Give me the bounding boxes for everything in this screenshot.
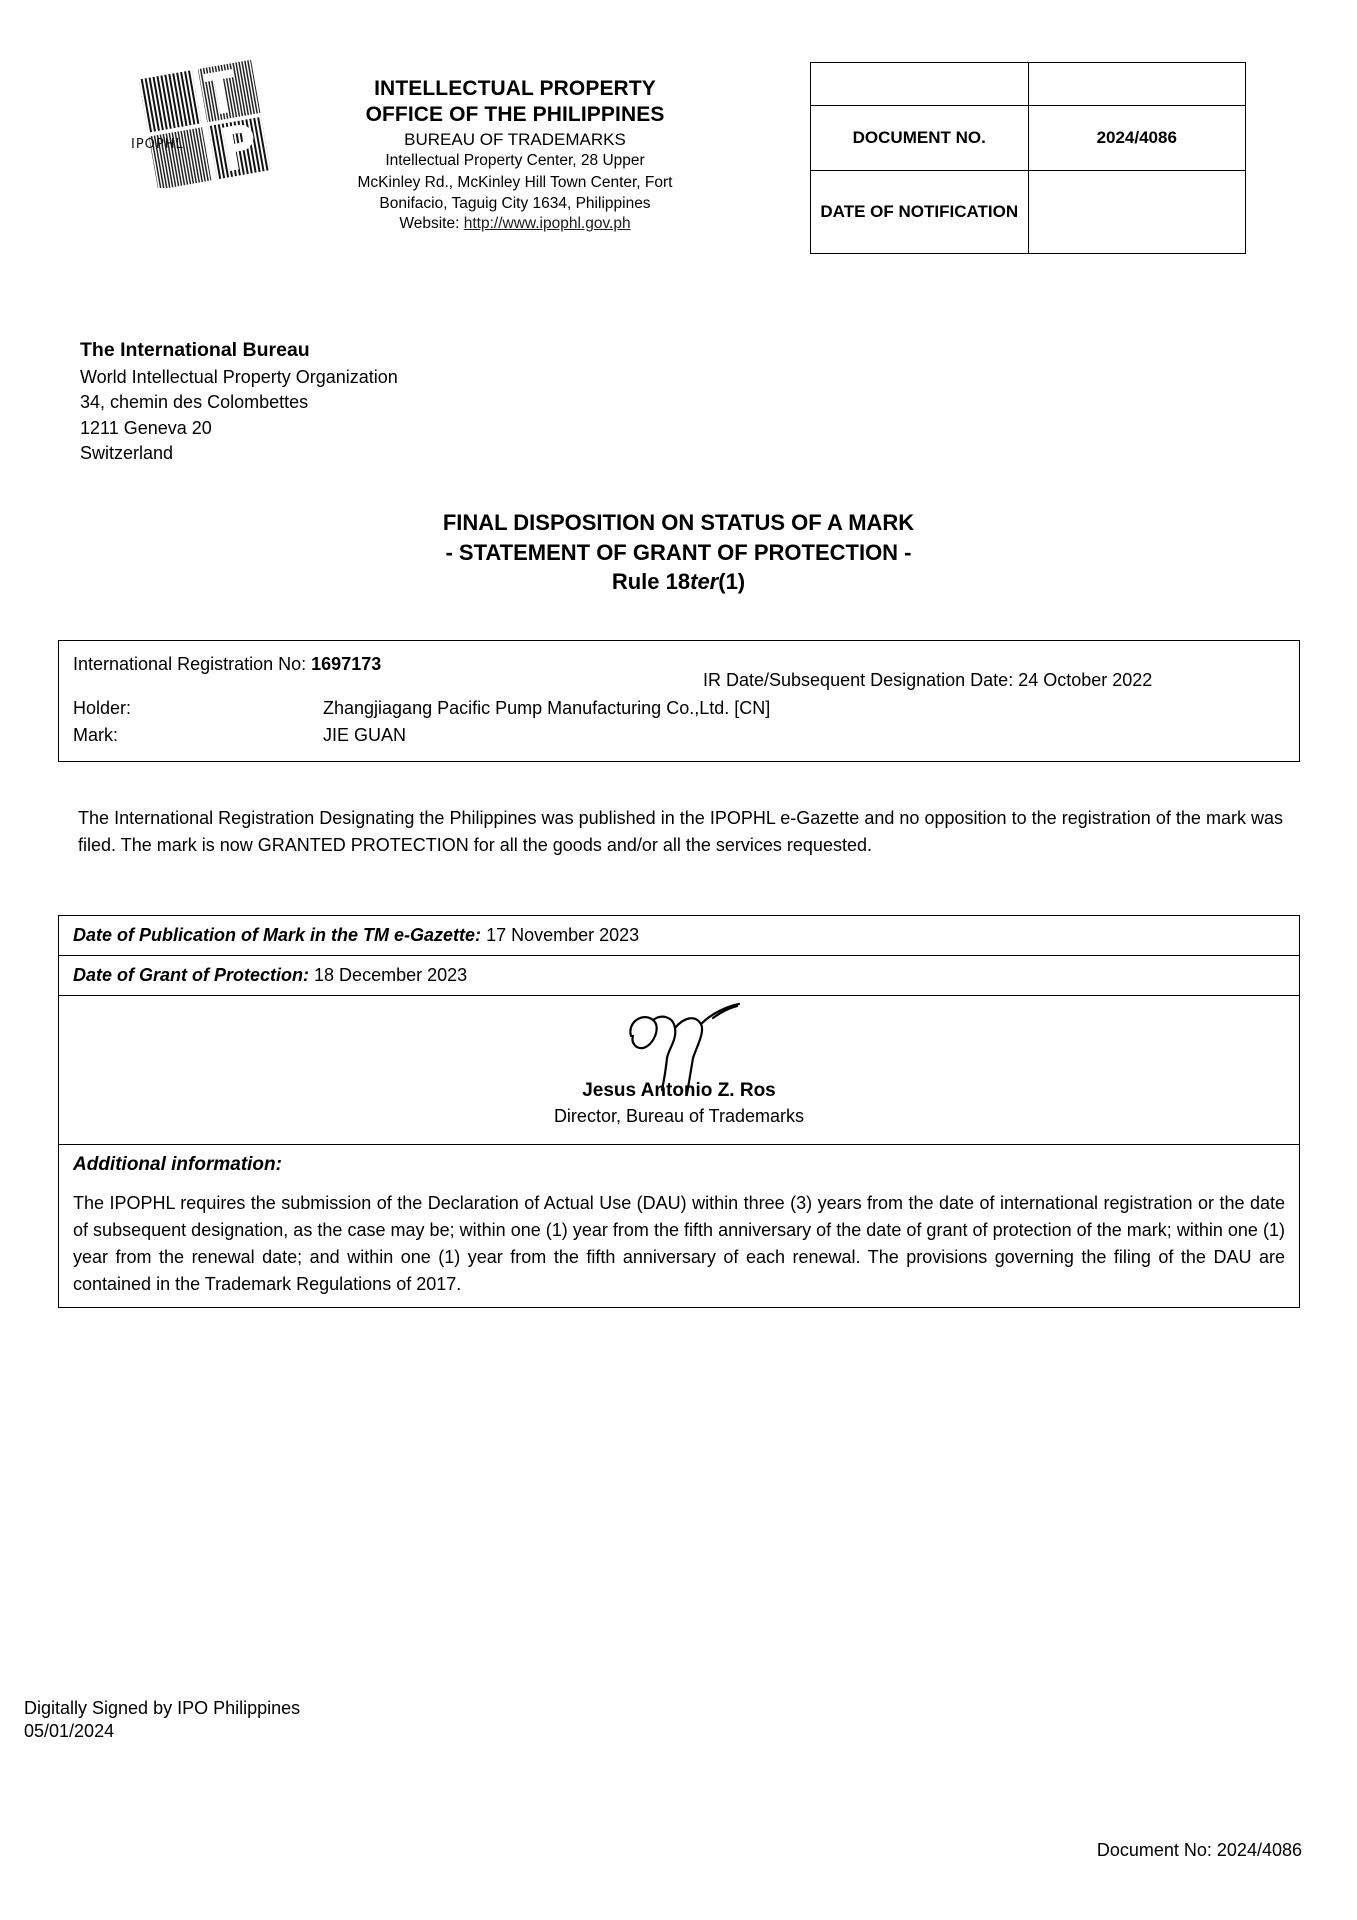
footer-document-number: Document No: 2024/4086 xyxy=(1096,1840,1302,1860)
ir-number-label: International Registration No: xyxy=(73,654,307,674)
bureau-name: BUREAU OF TRADEMARKS xyxy=(404,130,626,150)
addressee-street: 34, chemin des Colombettes xyxy=(80,392,309,413)
additional-information-body: The IPOPHL requires the submission of the Declaration of Actual Use (DAU) within three (3) years from the date of international registration or the date of subsequent designation, as the case may be; within one (1) year from the fifth anniversary of the date of grant of protection of the mark; within one (1) year from the renewal date; and within one (1) year from the fifth anniversary of each renewal. The provisions governing the filing of the DAU are contained in the Trademark Regulations of 2017. xyxy=(73,1193,1285,1294)
address-line-3: Bonifacio, Taguig City 1634, Philippines xyxy=(379,194,651,212)
addressee-city: 1211 Geneva 20 xyxy=(80,417,212,438)
addressee-name: The International Bureau xyxy=(80,339,310,361)
signatory-role: Director, Bureau of Trademarks xyxy=(553,1106,805,1126)
document-no-label: DOCUMENT NO. xyxy=(811,106,1029,171)
additional-information-cell xyxy=(59,1145,1300,1308)
grant-date-value: 18 December 2023 xyxy=(314,965,468,985)
mark-row xyxy=(73,722,1285,749)
publication-date-cell xyxy=(59,916,1300,956)
docno-table-empty-left xyxy=(811,63,1029,106)
grant-date-row xyxy=(59,956,1300,996)
title-rule-line xyxy=(0,567,1357,597)
addressee-org: World Intellectual Property Organization xyxy=(80,366,398,387)
office-name-line1: INTELLECTUAL PROPERTY xyxy=(374,77,656,100)
rule-prefix: Rule 18 xyxy=(611,569,691,595)
rule-italic: ter xyxy=(690,569,719,595)
date-of-notification-label: DATE OF NOTIFICATION xyxy=(811,171,1029,254)
docno-table-empty-right xyxy=(1028,63,1246,106)
ir-date-value: 24 October 2022 xyxy=(1018,670,1153,690)
ir-date-label: IR Date/Subsequent Designation Date: xyxy=(703,670,1014,690)
date-of-notification-value xyxy=(1028,171,1246,254)
body-paragraph: The International Registration Designating the Philippines was published in the IPOPHL e-Gazette and no opposition to the registration of the mark was filed. The mark is now GRANTED PROTECTION for all the goods and/or all the services requested. xyxy=(78,808,1283,855)
addressee-block xyxy=(80,337,398,467)
website-line xyxy=(315,214,715,234)
document-number-table xyxy=(810,62,1246,254)
document-no-value: 2024/4086 xyxy=(1028,106,1246,171)
ir-date-group xyxy=(703,667,1152,694)
digital-signature-stamp xyxy=(24,1697,300,1742)
title-line-2: - STATEMENT OF GRANT OF PROTECTION - xyxy=(445,539,912,565)
page-title xyxy=(0,508,1357,597)
registration-line-top xyxy=(73,651,1285,690)
ipophl-logo xyxy=(125,58,315,188)
holder-row xyxy=(73,695,1285,722)
ir-number-group xyxy=(73,651,381,678)
addressee-country: Switzerland xyxy=(80,443,174,464)
website-label: Website: xyxy=(399,214,460,232)
publication-date-label: Date of Publication of Mark in the TM e-Gazette: xyxy=(73,925,482,945)
holder-value: Zhangjiagang Pacific Pump Manufacturing Co.,Ltd. [CN] xyxy=(323,698,771,718)
mark-label: Mark: xyxy=(73,725,118,745)
svg-text:IPOPHL: IPOPHL xyxy=(131,137,184,152)
additional-information-row xyxy=(59,1145,1300,1308)
publication-date-row xyxy=(59,916,1300,956)
additional-information-label: Additional information: xyxy=(73,1154,282,1175)
signatory-name: Jesus Antonio Z. Ros xyxy=(582,1080,776,1101)
address-line-2: McKinley Rd., McKinley Hill Town Center, Fort xyxy=(357,173,673,191)
title-line-1: FINAL DISPOSITION ON STATUS OF A MARK xyxy=(442,510,915,535)
signature-row xyxy=(59,996,1300,1145)
mark-value: JIE GUAN xyxy=(323,725,407,745)
rule-suffix: (1) xyxy=(718,569,746,595)
registration-details-box xyxy=(58,640,1300,762)
publication-date-value: 17 November 2023 xyxy=(486,925,640,945)
address-line-1: Intellectual Property Center, 28 Upper xyxy=(385,152,645,170)
digital-signature-line-1: Digitally Signed by IPO Philippines xyxy=(24,1698,301,1718)
office-name-line2: OFFICE OF THE PHILIPPINES xyxy=(365,102,665,126)
ir-number-value: 1697173 xyxy=(311,654,382,674)
grant-date-cell xyxy=(59,956,1300,996)
holder-label: Holder: xyxy=(73,698,132,718)
digital-signature-line-2: 05/01/2024 xyxy=(24,1720,115,1741)
grant-details-table xyxy=(58,915,1300,1308)
website-link[interactable]: http://www.ipophl.gov.ph xyxy=(463,214,631,232)
signature-cell xyxy=(59,996,1300,1145)
grant-date-label: Date of Grant of Protection: xyxy=(73,965,310,985)
office-identity xyxy=(315,58,715,234)
